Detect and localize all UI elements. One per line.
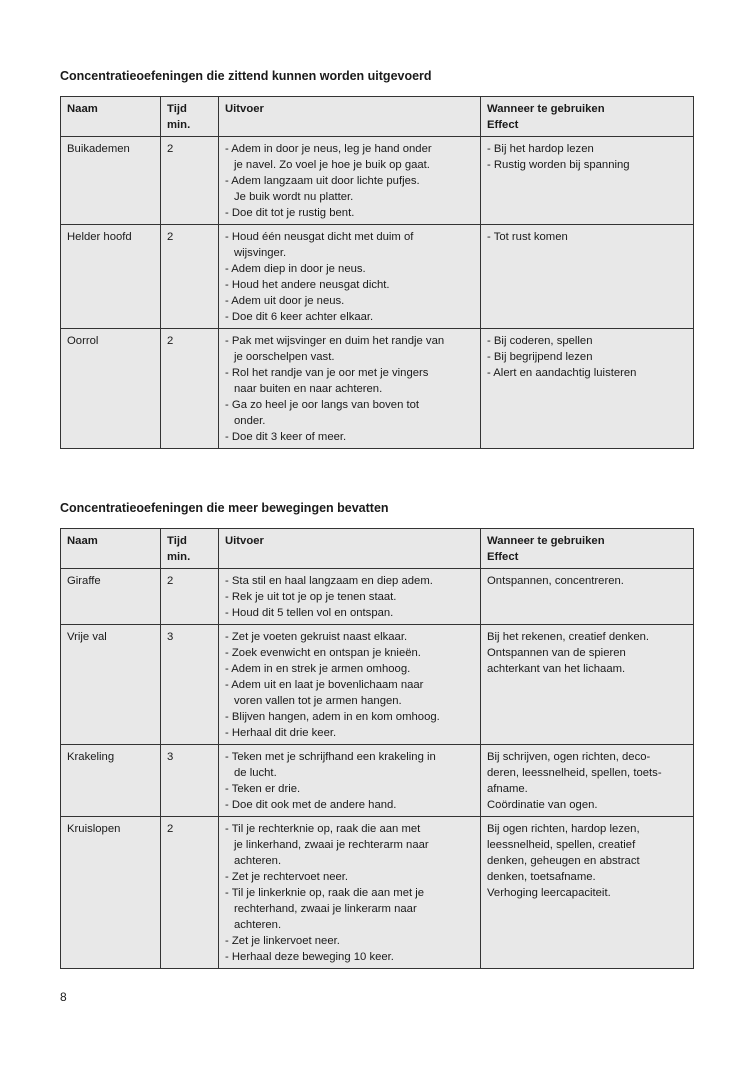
instruction-line: - Ga zo heel je oor langs van boven tot [225,399,420,411]
effect-line: Bij ogen richten, hardop lezen, [487,823,640,835]
table-row [61,569,694,625]
exercise-instructions [219,137,481,225]
instruction-line: - Doe dit tot je rustig bent. [225,207,355,219]
instruction-line: - Blijven hangen, adem in en kom omhoog. [225,711,440,723]
instruction-line: - Rek je uit tot je op je tenen staat. [225,591,397,603]
effect-line: Ontspannen, concentreren. [487,575,624,587]
exercise-effect [481,137,694,225]
effect-line: - Alert en aandachtig luisteren [487,367,637,379]
exercise-instructions [219,329,481,449]
instruction-line: je oorschelpen vast. [234,351,335,363]
effect-line: denken, geheugen en abstract [487,855,640,867]
exercise-name: Kruislopen [61,817,161,969]
instruction-line: rechterhand, zwaai je linkerarm naar [234,903,417,915]
effect-line: Ontspannen van de spieren [487,647,626,659]
instruction-line: - Herhaal deze beweging 10 keer. [225,951,394,963]
header-wanneer-line: Wanneer te gebruiken [487,103,605,115]
table-1-title: Concentratieoefeningen die zittend kunnen worden uitgevoerd [60,69,432,83]
exercise-time: 3 [161,625,219,745]
table-seated-exercises [60,96,694,449]
instruction-line: - Rol het randje van je oor met je vingers [225,367,429,379]
instruction-line: achteren. [234,855,282,867]
effect-line: Verhoging leercapaciteit. [487,887,611,899]
header-row [61,97,694,137]
header-wanneer [481,97,694,137]
effect-line: leessnelheid, spellen, creatief [487,839,636,851]
instruction-line: - Zet je voeten gekruist naast elkaar. [225,631,408,643]
header-uitvoer: Uitvoer [219,529,481,569]
exercise-name: Giraffe [61,569,161,625]
instruction-line: - Adem uit door je neus. [225,295,345,307]
table-row [61,625,694,745]
page-number: 8 [60,990,67,1004]
instruction-line: - Adem langzaam uit door lichte pufjes. [225,175,420,187]
exercise-time: 2 [161,817,219,969]
instruction-line: - Doe dit ook met de andere hand. [225,799,397,811]
instruction-line: onder. [234,415,266,427]
instruction-line: - Doe dit 6 keer achter elkaar. [225,311,374,323]
header-naam: Naam [61,529,161,569]
instruction-line: - Zoek evenwicht en ontspan je knieën. [225,647,421,659]
effect-line: Coördinatie van ogen. [487,799,598,811]
header-tijd [161,529,219,569]
instruction-line: de lucht. [234,767,277,779]
effect-line: denken, toetsafname. [487,871,596,883]
exercise-effect [481,745,694,817]
header-wanneer-line: Wanneer te gebruiken [487,535,605,547]
exercise-effect [481,329,694,449]
effect-line: deren, leessnelheid, spellen, toets- [487,767,662,779]
instruction-line: voren vallen tot je armen hangen. [234,695,402,707]
header-tijd-line: Tijd [167,103,187,115]
table-row [61,225,694,329]
header-uitvoer: Uitvoer [219,97,481,137]
exercise-instructions [219,569,481,625]
instruction-line: wijsvinger. [234,247,287,259]
header-wanneer [481,529,694,569]
header-row [61,529,694,569]
exercise-name: Buikademen [61,137,161,225]
effect-line: - Bij coderen, spellen [487,335,593,347]
instruction-line: - Houd dit 5 tellen vol en ontspan. [225,607,394,619]
header-wanneer-line: Effect [487,119,519,131]
instruction-line: - Zet je rechtervoet neer. [225,871,349,883]
effect-line: - Bij begrijpend lezen [487,351,593,363]
table-row [61,137,694,225]
instruction-line: - Doe dit 3 keer of meer. [225,431,347,443]
instruction-line: - Zet je linkervoet neer. [225,935,340,947]
table-row [61,745,694,817]
table-row [61,329,694,449]
exercise-name: Helder hoofd [61,225,161,329]
header-tijd-line: Tijd [167,535,187,547]
effect-line: afname. [487,783,528,795]
exercise-time: 2 [161,225,219,329]
header-tijd [161,97,219,137]
instruction-line: - Til je linkerknie op, raak die aan met je [225,887,425,899]
instruction-line: - Til je rechterknie op, raak die aan met [225,823,421,835]
exercise-time: 2 [161,329,219,449]
instruction-line: - Herhaal dit drie keer. [225,727,337,739]
exercise-effect [481,569,694,625]
instruction-line: - Adem in door je neus, leg je hand onder [225,143,432,155]
exercise-effect [481,817,694,969]
instruction-line: Je buik wordt nu platter. [234,191,354,203]
exercise-time: 3 [161,745,219,817]
exercise-instructions [219,625,481,745]
instruction-line: - Adem in en strek je armen omhoog. [225,663,411,675]
header-naam: Naam [61,97,161,137]
instruction-line: - Pak met wijsvinger en duim het randje van [225,335,445,347]
table-2-title: Concentratieoefeningen die meer bewegingen bevatten [60,501,389,515]
instruction-line: - Sta stil en haal langzaam en diep adem. [225,575,433,587]
exercise-instructions [219,817,481,969]
instruction-line: - Houd het andere neusgat dicht. [225,279,390,291]
effect-line: - Bij het hardop lezen [487,143,594,155]
exercise-effect [481,625,694,745]
effect-line: achterkant van het lichaam. [487,663,626,675]
exercise-instructions [219,225,481,329]
instruction-line: je navel. Zo voel je hoe je buik op gaat. [234,159,430,171]
exercise-time: 2 [161,569,219,625]
effect-line: - Tot rust komen [487,231,568,243]
instruction-line: - Houd één neusgat dicht met duim of [225,231,414,243]
header-wanneer-line: Effect [487,551,519,563]
table-movement-exercises [60,528,694,969]
instruction-line: - Teken met je schrijfhand een krakeling in [225,751,436,763]
instruction-line: achteren. [234,919,282,931]
instruction-line: je linkerhand, zwaai je rechterarm naar [234,839,429,851]
header-tijd-line: min. [167,551,191,563]
exercise-name: Krakeling [61,745,161,817]
instruction-line: naar buiten en naar achteren. [234,383,383,395]
header-tijd-line: min. [167,119,191,131]
instruction-line: - Adem diep in door je neus. [225,263,366,275]
exercise-effect [481,225,694,329]
effect-line: Bij het rekenen, creatief denken. [487,631,650,643]
exercise-name: Vrije val [61,625,161,745]
effect-line: - Rustig worden bij spanning [487,159,630,171]
exercise-name: Oorrol [61,329,161,449]
instruction-line: - Adem uit en laat je bovenlichaam naar [225,679,424,691]
table-row [61,817,694,969]
exercise-instructions [219,745,481,817]
effect-line: Bij schrijven, ogen richten, deco- [487,751,651,763]
instruction-line: - Teken er drie. [225,783,301,795]
exercise-time: 2 [161,137,219,225]
